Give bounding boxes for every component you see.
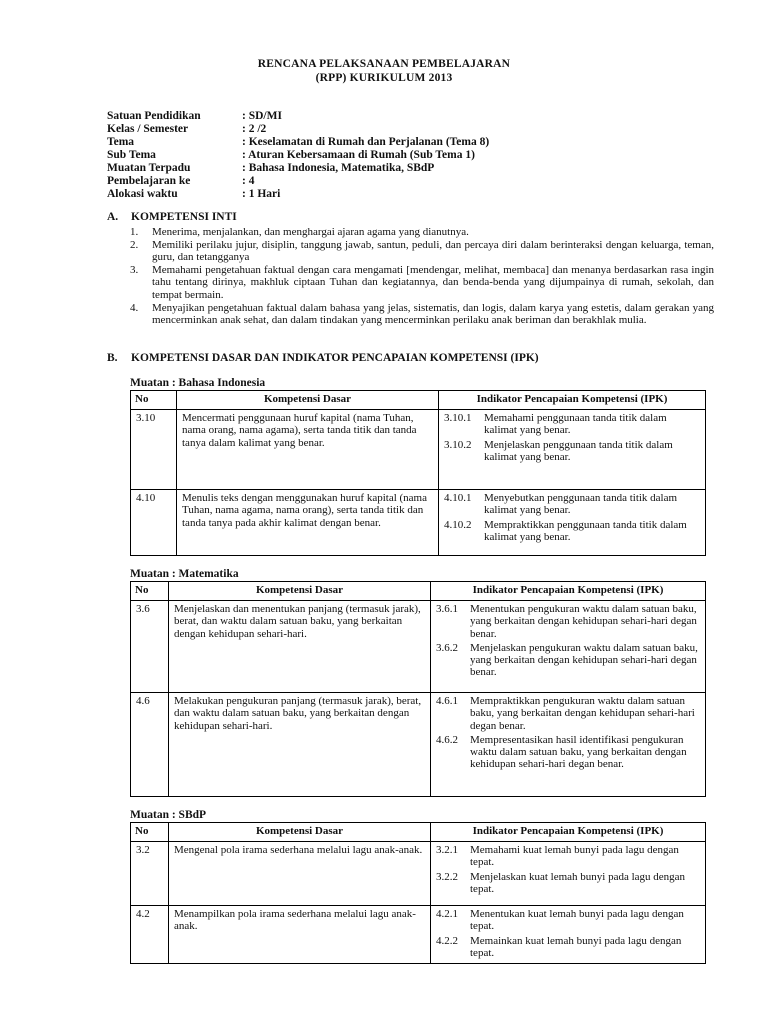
section-b-heading (107, 352, 539, 364)
ki-text: Memahami pengetahuan faktual dengan cara mengamati [mendengar, melihat, membaca] dan menanya berdasarkan rasa ingin tahu tentang dirinya, makhluk ciptaan Tuhan dan kegiatannya, dan benda-benda yang dijumpainya di rumah, sekolah, dan tempat bermain. (152, 264, 714, 301)
table-row (131, 410, 706, 490)
ki-text: Menyajikan pengetahuan faktual dalam bahasa yang jelas, sistematis, dan logis, dalam karya yang estetis, dalam gerakan yang mencerminkan anak sehat, dan dalam tindakan yang mencerminkan perilaku anak beriman dan berakhlak mulia. (152, 302, 714, 327)
row-kd: Mengenal pola irama sederhana melalui lagu anak-anak. (169, 842, 431, 906)
identity-row (107, 162, 434, 175)
ipk-text: Memahami penggunaan tanda titik dalam kalimat yang benar. (484, 412, 667, 437)
ki-number: 1. (130, 226, 139, 238)
identity-label: Sub Tema (107, 149, 156, 161)
ipk-text: Memainkan kuat lemah bunyi pada lagu dengan tepat. (470, 934, 682, 959)
identity-value: : Bahasa Indonesia, Matematika, SBdP (242, 162, 435, 174)
row-ipk (439, 490, 706, 556)
section-title: KOMPETENSI DASAR DAN INDIKATOR PENCAPAIAN KOMPETENSI (IPK) (131, 352, 539, 364)
ki-text: Memiliki perilaku jujur, disiplin, tanggung jawab, santun, peduli, dan percaya diri dalam berinteraksi dengan keluarga, teman, guru, dan tetangganya (152, 239, 714, 264)
ki-text: Menerima, menjalankan, dan menghargai ajaran agama yang dianutnya. (152, 226, 469, 238)
row-kd: Menampilkan pola irama sederhana melalui lagu anak-anak. (169, 906, 431, 964)
table-header-row (131, 582, 706, 601)
identity-value: : 1 Hari (242, 188, 281, 200)
ipk-item (436, 871, 700, 896)
doc-subtitle: (RPP) KURIKULUM 2013 (315, 72, 453, 84)
table-row (131, 601, 706, 693)
doc-title: RENCANA PELAKSANAAN PEMBELAJARAN (257, 58, 511, 70)
identity-label: Satuan Pendidikan (107, 110, 201, 122)
header-kd: Kompetensi Dasar (169, 823, 431, 842)
row-ipk (431, 693, 706, 797)
ipk-item (436, 695, 700, 732)
kd-table-bahasa-indonesia (130, 390, 706, 556)
identity-row (107, 175, 254, 188)
table-header-row (131, 823, 706, 842)
ipk-text: Mempraktikkan pengukuran waktu dalam satuan baku, yang berkaitan dengan kehidupan sehari-hari degan benar. (470, 695, 695, 732)
muatan-sbdp-title: Muatan : SBdP (130, 809, 207, 821)
identity-value: : Keselamatan di Rumah dan Perjalanan (Tema 8) (242, 136, 490, 148)
ipk-item (436, 734, 700, 771)
header-kd: Kompetensi Dasar (169, 582, 431, 601)
ipk-text: Memahami kuat lemah bunyi pada lagu dengan tepat. (470, 844, 679, 869)
ipk-text: Menentukan kuat lemah bunyi pada lagu dengan tepat. (470, 908, 684, 933)
header-ipk: Indikator Pencapaian Kompetensi (IPK) (431, 823, 706, 842)
row-kd: Menulis teks dengan menggunakan huruf kapital (nama Tuhan, nama agama, nama orang), serta tanda titik dan tanda tanya pada akhir kalimat dengan benar. (177, 490, 439, 556)
row-no: 3.10 (131, 410, 177, 490)
identity-value: : Aturan Kebersamaan di Rumah (Sub Tema 1) (242, 149, 475, 161)
section-title: KOMPETENSI INTI (131, 211, 237, 223)
ki-item (130, 226, 714, 238)
muatan-matematika-title: Muatan : Matematika (130, 568, 239, 580)
identity-label: Tema (107, 136, 135, 148)
identity-row (107, 136, 489, 149)
ipk-code: 3.10.1 (444, 412, 472, 424)
ki-number: 4. (130, 302, 139, 314)
table-row (131, 490, 706, 556)
row-ipk (431, 842, 706, 906)
row-no: 4.10 (131, 490, 177, 556)
identity-row (107, 123, 266, 136)
ipk-text: Menentukan pengukuran waktu dalam satuan baku, yang berkaitan dengan kehidupan sehari-hari degan benar. (470, 603, 697, 640)
row-no: 4.2 (131, 906, 169, 964)
ipk-text: Menjelaskan penggunaan tanda titik dalam kalimat yang benar. (484, 438, 673, 463)
ipk-item (444, 412, 700, 437)
kd-table-sbdp (130, 822, 706, 964)
identity-row (107, 188, 280, 201)
ipk-code: 3.6.1 (436, 603, 458, 615)
ipk-code: 3.10.2 (444, 438, 472, 451)
ipk-code: 4.10.1 (444, 492, 472, 504)
ipk-text: Menjelaskan kuat lemah bunyi pada lagu dengan tepat. (470, 870, 686, 895)
table-row (131, 693, 706, 797)
ipk-code: 3.2.2 (436, 870, 458, 883)
identity-label: Kelas / Semester (107, 123, 189, 135)
header-kd: Kompetensi Dasar (177, 391, 439, 410)
table-row (131, 842, 706, 906)
ipk-text: Mempresentasikan hasil identifikasi pengukuran waktu dalam satuan baku, yang berkaitan dengan kehidupan sehari-hari degan benar. (470, 733, 687, 771)
ki-item (130, 239, 714, 264)
row-ipk (439, 410, 706, 490)
row-ipk (431, 906, 706, 964)
ipk-code: 4.10.2 (444, 518, 472, 531)
ipk-text: Menyebutkan penggunaan tanda titik dalam kalimat yang benar. (484, 492, 678, 517)
ipk-item (444, 519, 700, 544)
header-ipk: Indikator Pencapaian Kompetensi (IPK) (431, 582, 706, 601)
ipk-text: Mempraktikkan penggunaan tanda titik dalam kalimat yang benar. (484, 518, 687, 543)
kd-table-matematika (130, 581, 706, 797)
row-no: 3.2 (131, 842, 169, 906)
row-kd: Melakukan pengukuran panjang (termasuk jarak), berat, dan waktu dalam satuan baku, yang berkaitan dengan kehidupan sehari-hari. (169, 693, 431, 797)
table-row (131, 906, 706, 964)
section-letter: A. (107, 211, 119, 223)
ipk-item (444, 439, 700, 464)
section-letter: B. (107, 352, 118, 364)
row-kd: Mencermati penggunaan huruf kapital (nama Tuhan, nama orang, nama agama), serta tanda titik dan tanda tanya dalam kalimat yang benar. (177, 410, 439, 490)
header-no: No (131, 582, 169, 601)
identity-label: Alokasi waktu (107, 188, 178, 200)
muatan-bahasa-indonesia-title: Muatan : Bahasa Indonesia (130, 377, 266, 389)
ki-number: 3. (130, 264, 139, 276)
ipk-code: 4.6.2 (436, 733, 458, 746)
ipk-item (436, 642, 700, 679)
ipk-item (436, 935, 700, 960)
header-ipk: Indikator Pencapaian Kompetensi (IPK) (439, 391, 706, 410)
identity-row (107, 110, 282, 123)
ipk-text: Menjelaskan pengukuran waktu dalam satuan baku, yang berkaitan dengan kehidupan sehari-hari degan benar. (470, 641, 698, 679)
identity-value: : SD/MI (242, 110, 282, 122)
ki-number: 2. (130, 239, 139, 251)
ipk-item (444, 492, 700, 517)
ipk-item (436, 908, 700, 933)
ipk-code: 4.2.2 (436, 934, 458, 947)
ipk-code: 3.6.2 (436, 641, 458, 654)
header-no: No (131, 823, 169, 842)
identity-label: Pembelajaran ke (107, 175, 191, 187)
identity-value: : 2 /2 (242, 123, 267, 135)
header-no: No (131, 391, 177, 410)
ipk-item (436, 844, 700, 869)
ipk-code: 4.6.1 (436, 695, 458, 707)
section-a-heading (107, 211, 237, 223)
row-no: 4.6 (131, 693, 169, 797)
identity-label: Muatan Terpadu (107, 162, 191, 174)
ipk-item (436, 603, 700, 640)
ipk-code: 3.2.1 (436, 844, 458, 856)
row-ipk (431, 601, 706, 693)
ipk-code: 4.2.1 (436, 908, 458, 920)
ki-item (130, 264, 714, 301)
table-header-row (131, 391, 706, 410)
identity-row (107, 149, 475, 162)
row-kd: Menjelaskan dan menentukan panjang (termasuk jarak), berat, dan waktu dalam satuan baku, yang berkaitan dengan kehidupan sehari-hari. (169, 601, 431, 693)
row-no: 3.6 (131, 601, 169, 693)
identity-value: : 4 (242, 175, 255, 187)
ki-item (130, 302, 714, 327)
